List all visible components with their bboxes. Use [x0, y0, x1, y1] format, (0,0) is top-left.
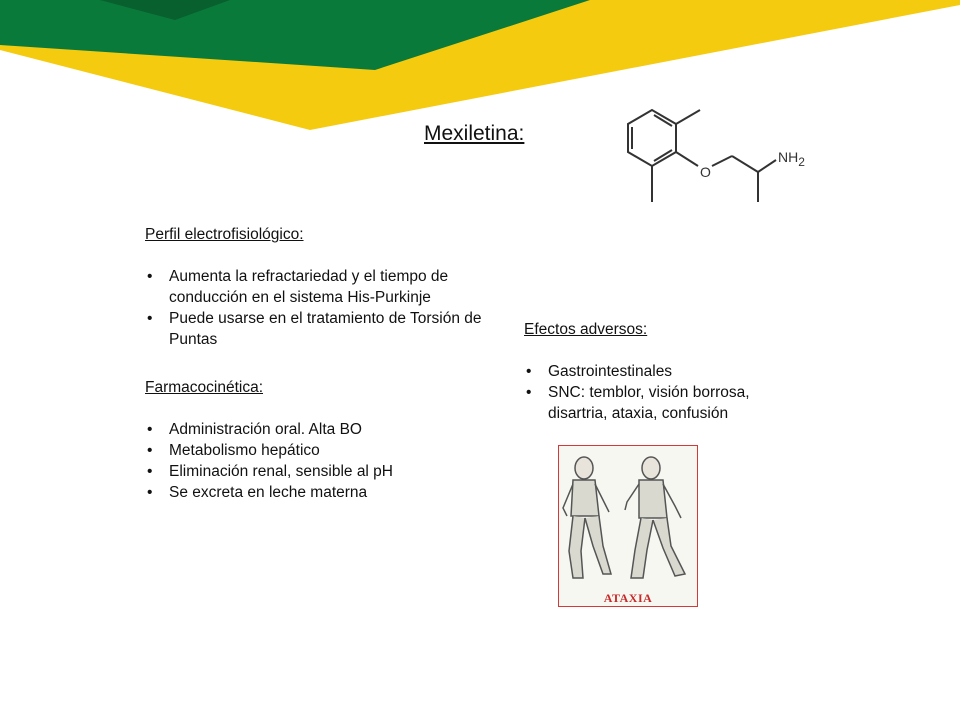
farmacocinetica-list — [145, 419, 505, 503]
amine-label — [778, 149, 805, 169]
figure-leg — [653, 518, 685, 576]
list-item: • Administración oral. Alta BO — [145, 419, 505, 440]
efectos-section — [524, 319, 804, 424]
figure-torso — [571, 480, 599, 516]
farmacocinetica-section — [145, 377, 505, 503]
ataxia-illustration — [558, 445, 698, 607]
farmacocinetica-heading: Farmacocinética: — [145, 379, 264, 396]
perfil-list — [145, 266, 505, 350]
figure-leg — [585, 516, 611, 574]
figure-arm — [625, 484, 639, 510]
ataxia-figures — [559, 446, 696, 588]
figure-head — [575, 457, 593, 479]
mexiletine-structure — [612, 100, 822, 208]
list-item: • SNC: temblor, visión borrosa, disartria, ataxia, confusión — [524, 382, 804, 424]
efectos-list — [524, 361, 804, 424]
list-item: • Aumenta la refractariedad y el tiempo de conducción en el sistema His-Purkinje — [145, 266, 505, 308]
figure-leg — [569, 516, 585, 578]
amine-label-subscript: 2 — [798, 155, 805, 169]
slide-title: Mexiletina: — [424, 122, 525, 145]
list-item: • Se excreta en leche materna — [145, 482, 505, 503]
list-item: • Gastrointestinales — [524, 361, 804, 382]
efectos-heading: Efectos adversos: — [524, 321, 648, 338]
figure-torso — [639, 480, 667, 518]
ataxia-caption: ATAXIA — [603, 591, 653, 605]
list-item: • Puede usarse en el tratamiento de Torsión de Puntas — [145, 308, 505, 350]
perfil-heading: Perfil electrofisiológico: — [145, 226, 304, 243]
list-item: • Metabolismo hepático — [145, 440, 505, 461]
list-item: • Eliminación renal, sensible al pH — [145, 461, 505, 482]
figure-head — [642, 457, 660, 479]
figure-leg — [631, 518, 653, 578]
amine-label-main: NH — [778, 149, 799, 165]
perfil-section — [145, 224, 505, 350]
oxygen-label: O — [700, 164, 711, 180]
